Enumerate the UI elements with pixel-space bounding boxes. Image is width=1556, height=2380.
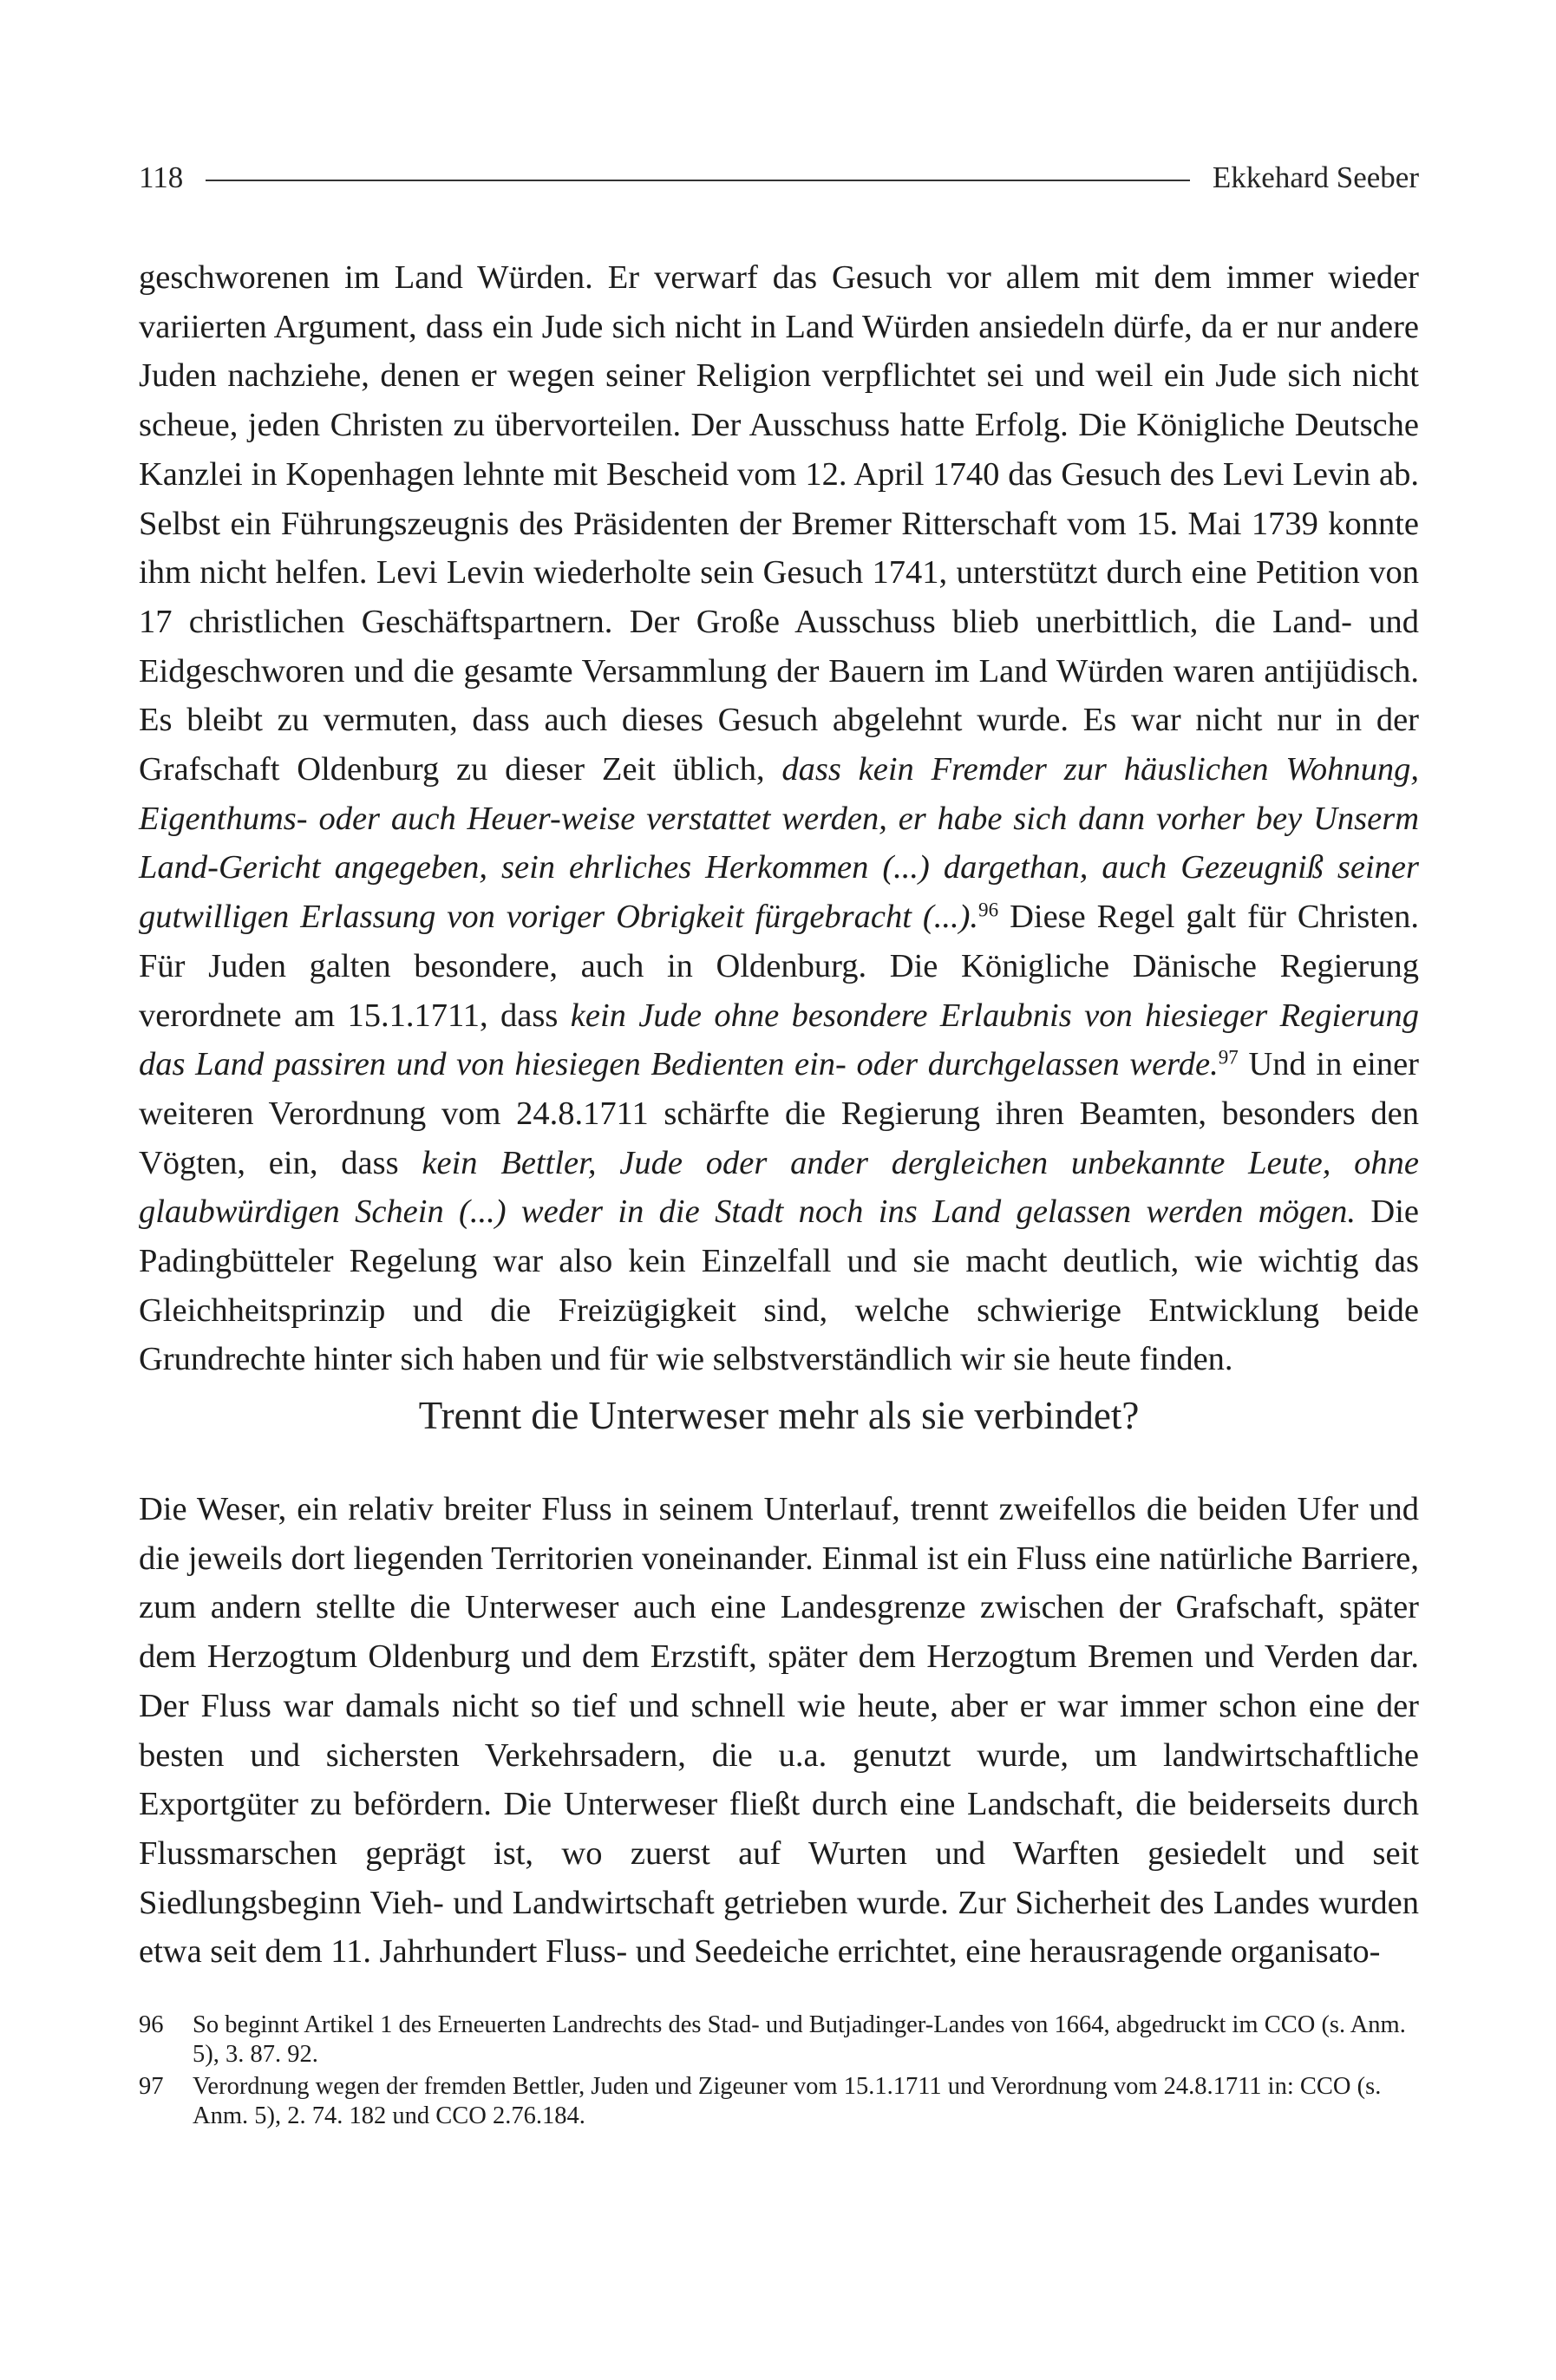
footnote-ref-97[interactable]: 97 xyxy=(1218,1045,1239,1069)
footnote-number: 97 xyxy=(139,2073,164,2100)
running-head-author: Ekkehard Seeber xyxy=(1212,160,1419,194)
footnote-97 xyxy=(139,2072,1419,2130)
text-run: geschworenen im Land Würden. Er verwarf das Gesuch vor allem mit dem immer wieder variierten Argument, dass ein Jude sich nicht in Land Würden ansiedeln dürfe, da er nur andere Juden nachziehe, denen er wegen seiner Religion verpflichtet sei und weil ein Jude sich nicht scheue, jeden Christen zu übervorteilen. Der Ausschuss hatte Erfolg. Die Königliche Deutsche Kanzlei in Kopenhagen lehnte mit Bescheid vom 12. April 1740 das Gesuch des Levi Levin ab. Selbst ein Führungszeugnis des Präsidenten der Bremer Ritterschaft vom 15. Mai 1739 konnte ihm nicht helfen. Levi Levin wiederholte sein Gesuch 1741, unterstützt durch eine Petition von 17 christlichen Geschäftspartnern. Der Große Ausschuss blieb unerbittlich, die Land- und Eidgeschworen und die gesamte Versammlung der Bauern im Land Würden waren antijüdisch. Es bleibt zu vermuten, dass auch dieses Gesuch abgelehnt wurde. Es war nicht nur in der Grafschaft Oldenburg zu dieser Zeit üblich, xyxy=(139,259,1419,788)
paragraph-continued xyxy=(139,253,1419,1384)
text-run: Diese Regel galt für Christen. Für Juden galten besondere, auch in Oldenburg. Die Königliche Dänische Regierung verordnete am 15.1.1711, dass xyxy=(139,899,1419,1034)
italic-quote: kein Jude ohne besondere Erlaubnis von hiesieger Regierung das Land passiren und von hiesiegen Bedienten ein- oder durchgelassen werde. xyxy=(139,997,1419,1083)
italic-quote: dass kein Fremder zur häuslichen Wohnung, Eigenthums- oder auch Heuer-weise verstattet werden, er habe sich dann vorher bey Unserm Land-Gericht angegeben, sein ehrliches Herkommen (...) dargethan, auch Gezeugniß seiner gutwilligen Erlassung von voriger Obrigkeit fürgebracht (...). xyxy=(139,751,1419,936)
section-heading: Trennt die Unterweser mehr als sie verbindet? xyxy=(418,1394,1140,1437)
footnote-text: So beginnt Artikel 1 des Erneuerten Landrechts des Stad- und Butjadinger-Landes von 1664, abgedruckt im CCO (s. Anm. 5), 3. 87. 92. xyxy=(193,2011,1406,2068)
body-paragraph xyxy=(139,253,1419,1384)
text-run: Die Padingbütteler Regelung war also kein Einzelfall und sie macht deutlich, wie wichtig das Gleichheitsprinzip und die Freizügigkeit sind, welche schwierige Entwicklung beide Grundrechte hinter sich haben und für wie selbstverständlich wir sie heute finden. xyxy=(139,1193,1419,1378)
footnote-text: Verordnung wegen der fremden Bettler, Juden und Zigeuner vom 15.1.1711 und Verordnung vom 24.8.1711 in: CCO (s. Anm. 5), 2. 74. 182 und CCO 2.76.184. xyxy=(193,2073,1382,2129)
footnote-96 xyxy=(139,2011,1419,2069)
page-number: 118 xyxy=(139,160,184,194)
footnote-ref-96[interactable]: 96 xyxy=(978,898,999,921)
paragraph: Die Weser, ein relativ breiter Fluss in seinem Unterlauf, trennt zweifellos die beiden Ufer und die jeweils dort liegenden Territorien voneinander. Einmal ist ein Fluss eine natürliche Barriere, zum andern stellte die Unterweser auch eine Landesgrenze zwischen der Grafschaft, später dem Herzogtum Oldenburg und dem Erzstift, später dem Herzogtum Bremen und Verden dar. Der Fluss war damals nicht so tief und schnell wie heute, aber er war immer schon eine der besten und sichersten Verkehrsadern, die u.a. genutzt wurde, um landwirtschaftliche Exportgüter zu befördern. Die Unterweser fließt durch eine Landschaft, die beiderseits durch Flussmarschen geprägt ist, wo zuerst auf Wurten und Warften gesiedelt und seit Siedlungsbeginn Vieh- und Landwirtschaft getrieben wurde. Zur Sicherheit des Landes wurden etwa seit dem 11. Jahrhundert Fluss- und Seedeiche errichtet, eine herausragende organisato- xyxy=(139,1491,1419,1971)
footnote-number: 96 xyxy=(139,2011,164,2038)
text-run: Und in einer weiteren Verordnung vom 24.8.1711 schärfte die Regierung ihren Beamten, besonders den Vögten, ein, dass xyxy=(139,1046,1419,1181)
header-rule xyxy=(206,180,1190,181)
section-paragraph xyxy=(139,1485,1419,1977)
running-header xyxy=(139,156,1419,199)
footnotes xyxy=(139,2011,1419,2134)
italic-quote: kein Bettler, Jude oder ander dergleichen unbekannte Leute, ohne glaubwürdigen Schein (...) weder in die Stadt noch ins Land gelassen werden mögen. xyxy=(139,1144,1419,1231)
